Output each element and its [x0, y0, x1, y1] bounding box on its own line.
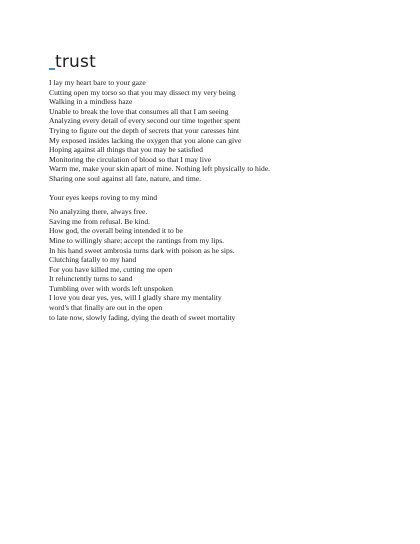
poem-line: Clutching fatally to my hand [49, 255, 137, 265]
poem-line: Sharing one soul against all fate, nature, and time. [49, 173, 202, 183]
stanza-gap [49, 184, 400, 193]
poem-line: to late now, slowly fading, dying the death of sweet mortality [49, 312, 236, 322]
poem-line: I lay my heart bare to your gaze [49, 78, 146, 87]
poem-line: Your eyes keeps roving to my mind [49, 192, 158, 202]
poem-line: word's that finally are out in the open [49, 303, 163, 313]
poem-line: No analyzing there, always free. [49, 207, 148, 217]
poem-line: I love you dear yes, yes, will I gladly share my mentality [49, 293, 222, 303]
poem-line: Warm me, make your skin apart of mine. Nothing left physically to hide. [49, 164, 271, 174]
poem-title [49, 52, 400, 72]
poem-line: For you have killed me, cutting me open [49, 264, 173, 274]
poem-line: My exposed insides lacking the oxygen that you alone can give [49, 135, 242, 145]
poem-line: In his hand sweet ambrosia turns dark with poison as he sips. [49, 245, 235, 255]
poem-line: Hoping against all things that you may be satisfied [49, 145, 203, 155]
poem-line: Trying to figure out the depth of secrets that your caresses hint [49, 125, 240, 135]
stanza-1 [49, 78, 400, 184]
poem-line: Monitoring the circulation of blood so that I may live [49, 154, 212, 164]
poem-line: Saving me from refusal. Be kind. [49, 216, 151, 226]
poem-title-text: trust [55, 52, 96, 72]
poem-line: Tumbling over with words left unspoken [49, 283, 173, 293]
stanza-2 [49, 193, 400, 203]
poem-line: How god, the overall being intended it to be [49, 226, 183, 236]
poem-line: It relunctently turns to sand [49, 274, 133, 284]
poem-line: Mine to willingly share; accept the rantings from my lips. [49, 235, 225, 245]
poem-line: Walking in a mindless haze [49, 97, 133, 107]
poem-line: Analyzing every detail of every second our time together spent [49, 116, 241, 126]
poem-line: Unable to break the love that consumes all that I am seeing [49, 106, 229, 116]
stanza-3 [49, 207, 400, 322]
poem-line: Cutting open my torso so that you may dissect my very being [49, 87, 236, 97]
